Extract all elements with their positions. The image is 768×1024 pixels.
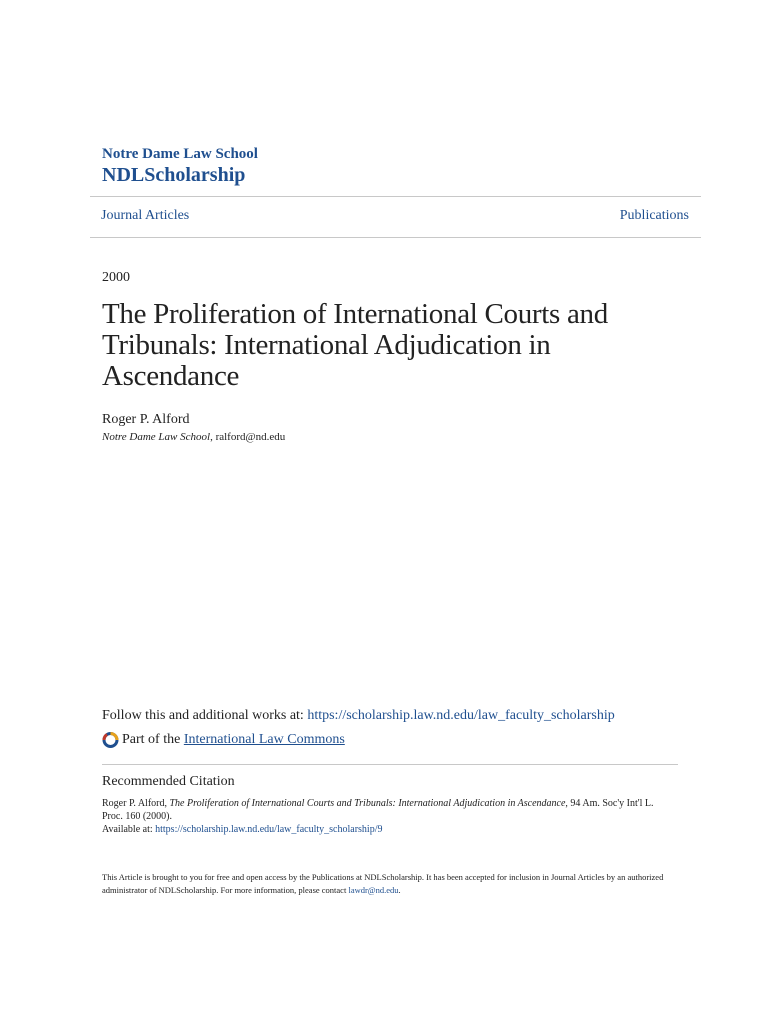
part-of-line [102,731,345,748]
repository-header [102,145,258,187]
notice-text: This Article is brought to you for free and open access by the Publications at NDLScholarship. It has been accepted for inclusion in Journal Articles by an authorized administrator of NDLScholarship. For more information, please contact [102,872,664,895]
divider [102,764,678,765]
contact-email-link[interactable]: lawdr@nd.edu [348,885,399,895]
article-author: Roger P. Alford [102,412,190,427]
access-notice [102,871,668,897]
notice-end: . [398,885,401,895]
part-of-label: Part of the [122,731,181,747]
repository-name[interactable]: NDLScholarship [102,164,246,186]
author-affiliation [102,431,285,443]
article-title: The Proliferation of International Courts and Tribunals: International Adjudication in Ascendance [102,298,608,392]
follow-label: Follow this and additional works at: [102,708,308,723]
citation-author: Roger P. Alford, [102,798,170,809]
institution-name[interactable]: Notre Dame Law School [102,146,258,162]
citation-title: The Proliferation of International Courts and Tribunals: International Adjudication in Ascendance [169,798,566,809]
citation-details: , 94 Am. Soc'y Int'l L. Proc. 160 (2000). [102,798,654,822]
international-law-commons-link[interactable]: International Law Commons [183,731,345,747]
available-label: Available at: [102,824,156,835]
collection-url-link[interactable]: https://scholarship.law.nd.edu/law_faculty_scholarship [307,708,615,723]
journal-articles-link[interactable]: Journal Articles [101,208,190,223]
publications-link[interactable]: Publications [619,208,689,223]
available-at-line [102,824,383,835]
article-url-link[interactable]: https://scholarship.law.nd.edu/law_faculty_scholarship/9 [155,824,383,835]
affiliation-email: , ralford@nd.edu [210,431,286,443]
citation-text [102,797,668,823]
recommended-citation-heading: Recommended Citation [102,774,235,789]
collection-navbar [90,196,701,238]
follow-line [102,708,615,724]
affiliation-institution: Notre Dame Law School [102,431,211,443]
bepress-commons-icon [102,731,119,748]
publication-year: 2000 [102,270,130,285]
